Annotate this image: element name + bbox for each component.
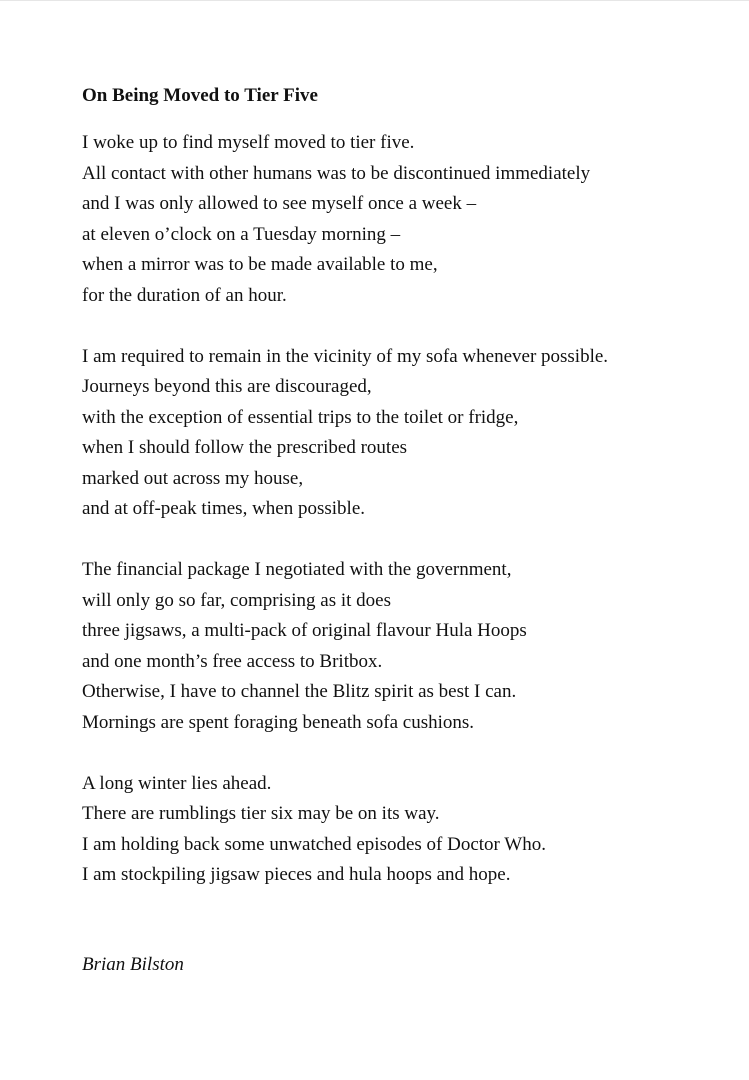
page-top-edge (0, 0, 749, 1)
poem-line: Mornings are spent foraging beneath sofa cushions. (82, 711, 475, 733)
poem-line: when a mirror was to be made available to me, (82, 254, 438, 275)
poem-line: All contact with other humans was to be discontinued immediately (82, 162, 591, 184)
poem-page (82, 84, 722, 921)
poem-line: at eleven o’clock on a Tuesday morning – (82, 223, 401, 245)
poem-body (82, 128, 722, 891)
poem-line: with the exception of essential trips to the toilet or fridge, (82, 406, 519, 428)
poem-line: There are rumblings tier six may be on its way. (82, 803, 440, 824)
poem-line: The financial package I negotiated with the government, (82, 559, 512, 580)
poem-line: marked out across my house, (82, 467, 304, 489)
poem-title: On Being Moved to Tier Five (82, 85, 318, 106)
poem-line: Journeys beyond this are discouraged, (82, 376, 372, 397)
stanza-3 (82, 555, 722, 738)
poem-line: I woke up to find myself moved to tier five. (82, 132, 415, 153)
poem-line: Otherwise, I have to channel the Blitz spirit as best I can. (82, 681, 517, 702)
poem-line: I am required to remain in the vicinity of my sofa whenever possible. (82, 345, 609, 367)
poem-line: and I was only allowed to see myself once a week – (82, 193, 477, 214)
poem-line: will only go so far, comprising as it does (82, 589, 392, 611)
stanza-1 (82, 128, 722, 311)
poem-line: and at off-peak times, when possible. (82, 498, 365, 519)
poem-line: for the duration of an hour. (82, 284, 287, 306)
poem-line: A long winter lies ahead. (82, 772, 272, 794)
poem-line: and one month’s free access to Britbox. (82, 650, 383, 672)
stanza-4 (82, 769, 722, 891)
stanza-2 (82, 342, 722, 525)
poem-line: I am stockpiling jigsaw pieces and hula hoops and hope. (82, 864, 511, 885)
poem-line: I am holding back some unwatched episodes of Doctor Who. (82, 833, 546, 855)
poem-line: when I should follow the prescribed routes (82, 437, 408, 458)
poem-author: Brian Bilston (82, 954, 184, 975)
poem-line: three jigsaws, a multi-pack of original flavour Hula Hoops (82, 620, 527, 641)
